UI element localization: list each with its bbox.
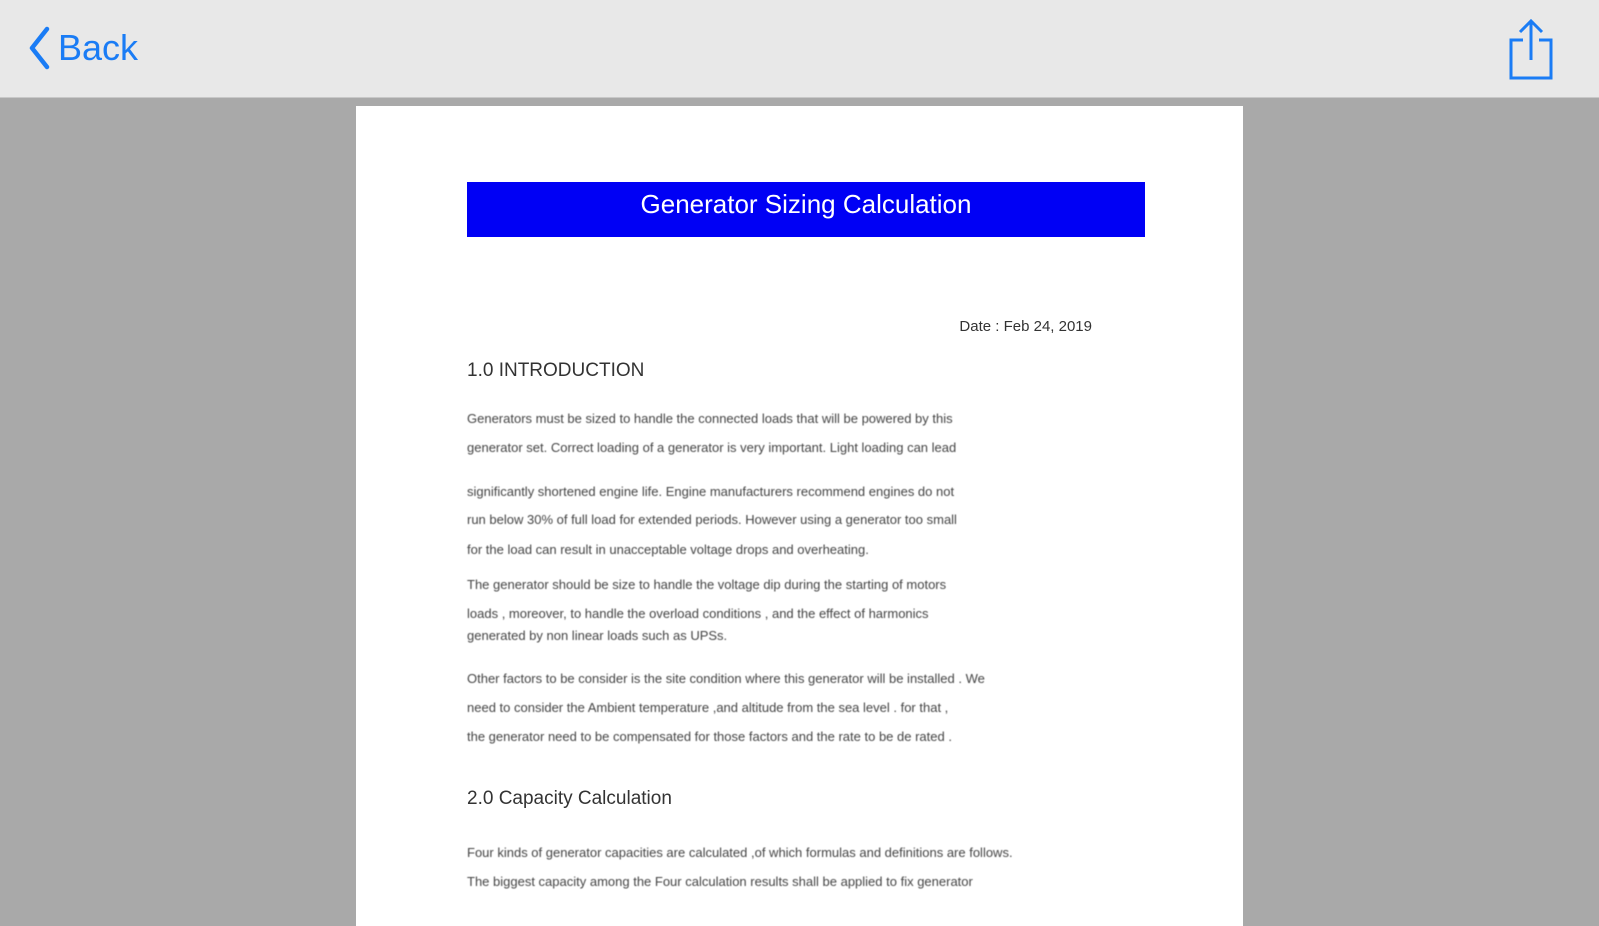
paragraph-line: The biggest capacity among the Four calculation results shall be applied to fix generator — [467, 874, 973, 889]
section1-heading: 1.0 INTRODUCTION — [467, 360, 645, 381]
paragraph-line: generator set. Correct loading of a generator is very important. Light loading can lead — [467, 440, 957, 455]
section2-heading: 2.0 Capacity Calculation — [467, 788, 672, 809]
paragraph-line: loads , moreover, to handle the overload conditions , and the effect of harmonics — [467, 606, 929, 621]
back-button[interactable] — [28, 26, 138, 70]
navigation-bar — [0, 0, 1599, 98]
paragraph-line: the generator need to be compensated for those factors and the rate to be de rated . — [467, 729, 952, 744]
paragraph-line: generated by non linear loads such as UPSs. — [467, 628, 728, 643]
paragraph-line: need to consider the Ambient temperature ,and altitude from the sea level . for that , — [467, 700, 949, 715]
paragraph-line: significantly shortened engine life. Engine manufacturers recommend engines do not — [467, 484, 955, 499]
paragraph-line: Four kinds of generator capacities are calculated ,of which formulas and definitions are follows. — [467, 845, 1013, 860]
share-button[interactable] — [1507, 18, 1555, 85]
paragraph-line: Other factors to be consider is the site condition where this generator will be installed . We — [467, 671, 985, 686]
paragraph-line: Generators must be sized to handle the connected loads that will be powered by this — [467, 411, 953, 426]
paragraph-line: The generator should be size to handle the voltage dip during the starting of motors — [467, 577, 947, 592]
paragraph-line: run below 30% of full load for extended periods. However using a generator too small — [467, 512, 957, 527]
paragraph-line: for the load can result in unacceptable voltage drops and overheating. — [467, 542, 869, 557]
back-label: Back — [58, 27, 139, 68]
document-date: Date : Feb 24, 2019 — [959, 318, 1092, 335]
document-title: Generator Sizing Calculation — [467, 182, 1145, 237]
chevron-left-icon — [28, 26, 50, 70]
pdf-page — [356, 106, 1243, 926]
share-icon — [1507, 18, 1555, 80]
